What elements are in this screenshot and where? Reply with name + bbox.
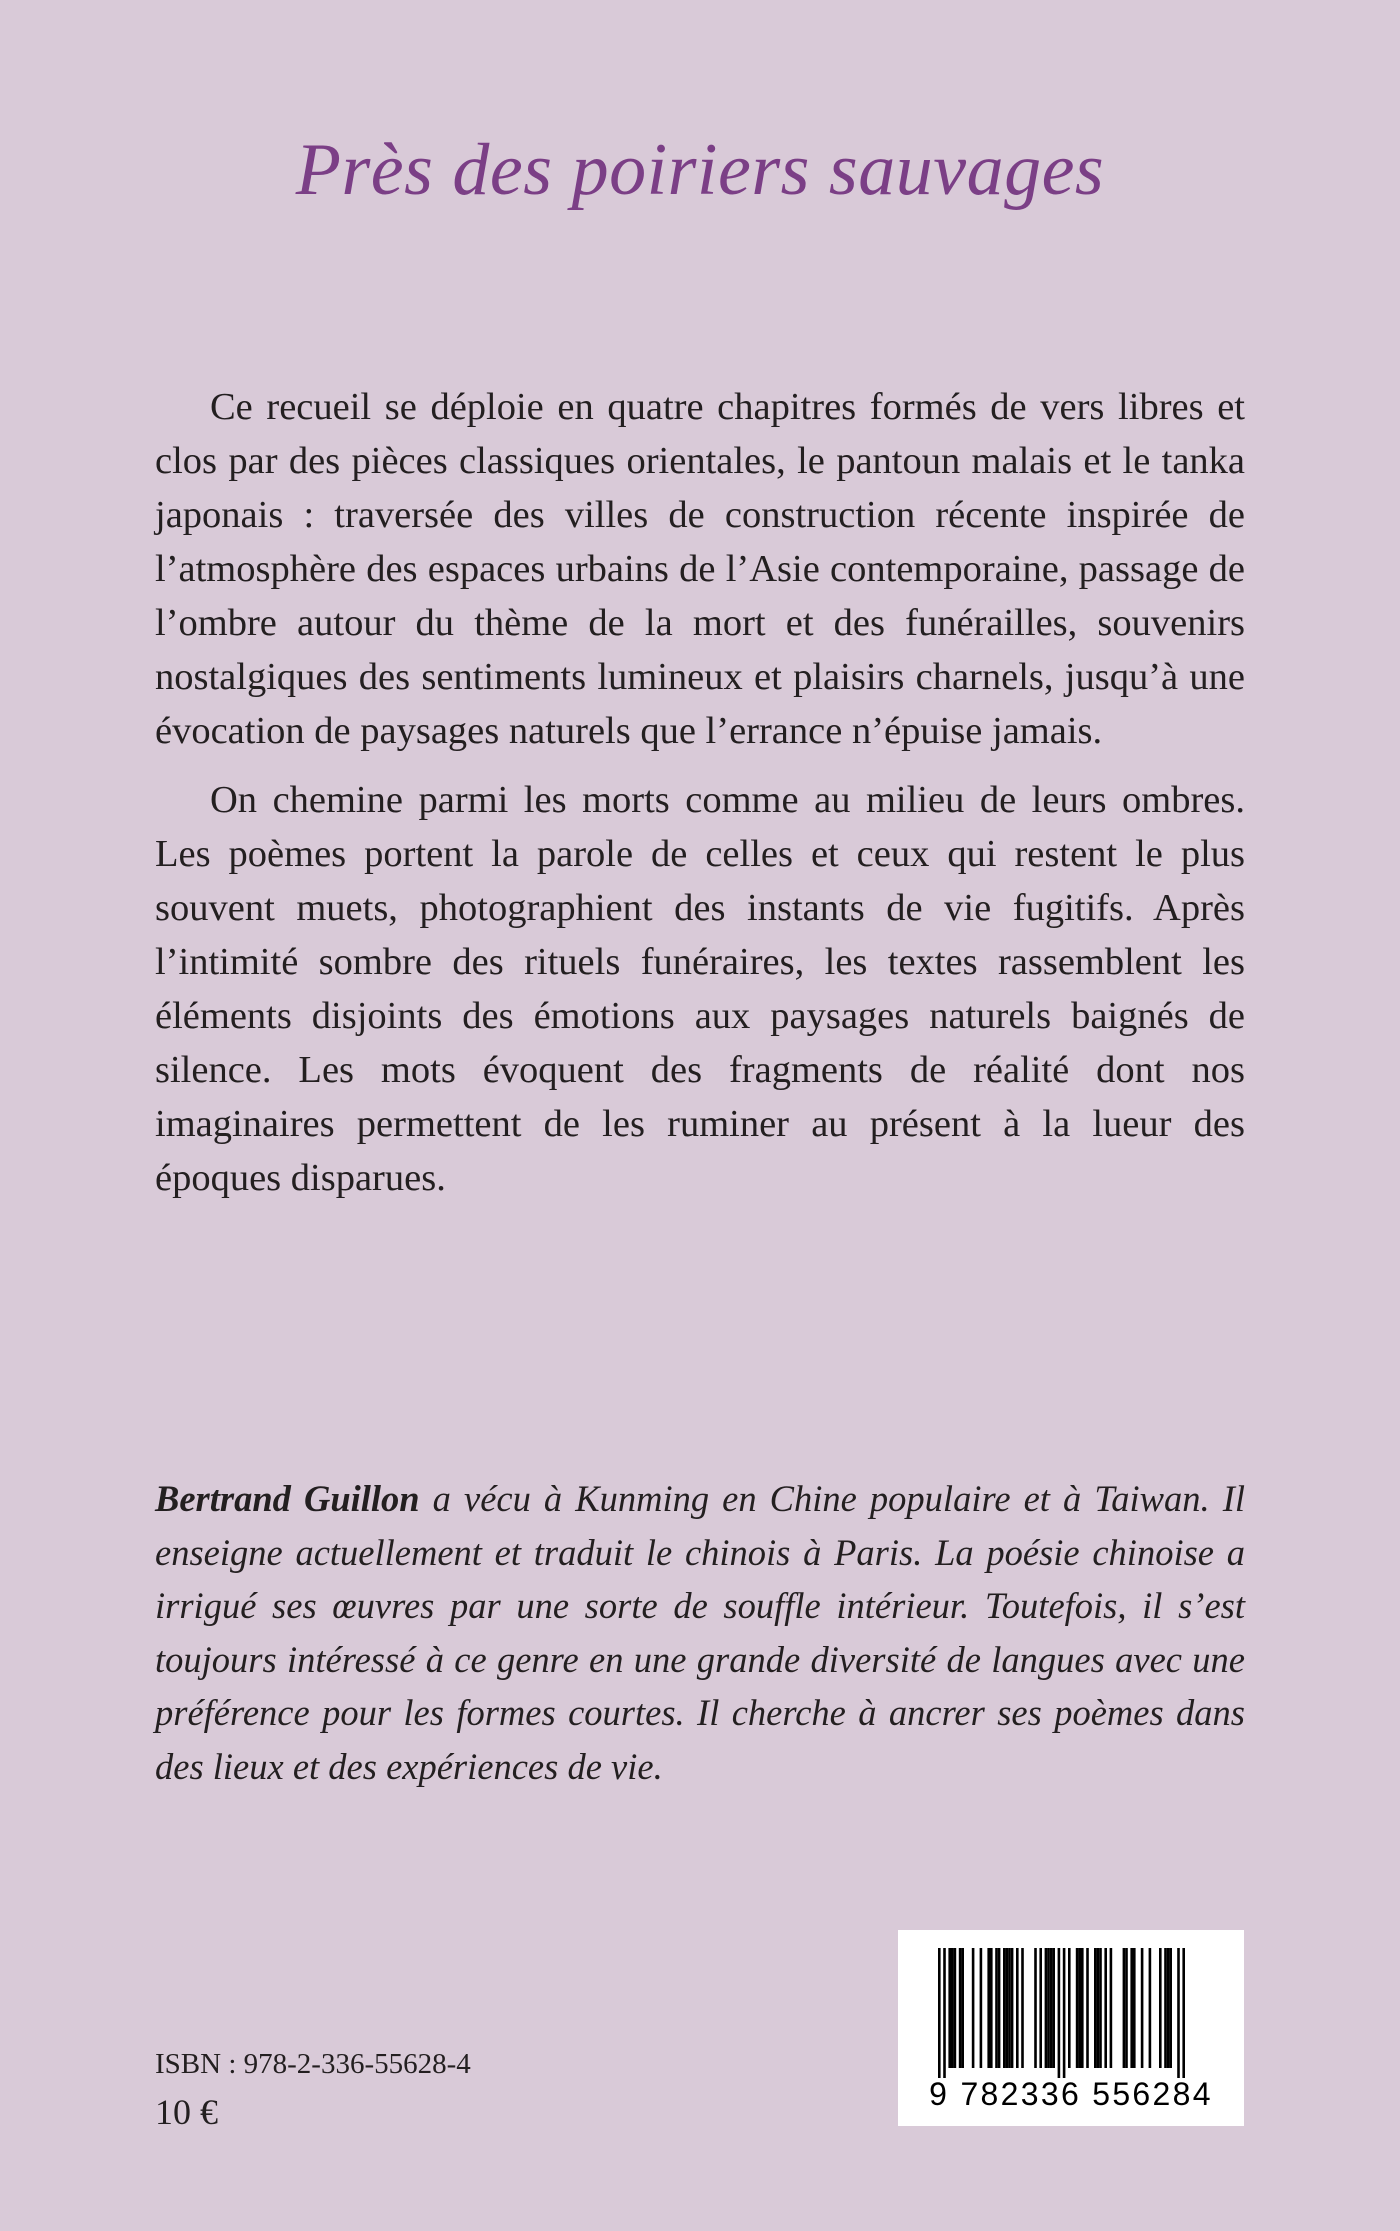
barcode-bar [1167,1948,1170,2068]
barcode-bar [1047,1948,1050,2068]
barcode-bar [948,1948,951,2068]
barcode-digits: 9 782336 556284 [929,2076,1213,2112]
barcode-bar [1097,1948,1100,2068]
barcode-bar [1110,1948,1113,2068]
barcode-bar [938,1948,941,2078]
barcode-bar [959,1948,962,2068]
barcode-bar [1021,1948,1024,2068]
barcode-bar [1099,1948,1102,2068]
barcode-bar [1003,1948,1006,2068]
barcode-bar [1130,1948,1133,2068]
barcode-bar [1177,1948,1180,2078]
barcode [898,1930,1244,2126]
barcode-bar [1052,1948,1055,2068]
barcode-bar [951,1948,954,2068]
barcode-bar [1094,1948,1097,2068]
barcode-bars [898,1930,1244,2080]
barcode-bar [1182,1948,1185,2078]
barcode-bar [1125,1948,1128,2068]
barcode-bar [1008,1948,1011,2068]
isbn-label: ISBN : 978-2-336-55628-4 [155,2048,471,2080]
barcode-bar [1063,1948,1066,2078]
barcode-bar [1058,1948,1061,2078]
barcode-bar [1076,1948,1079,2068]
barcode-bar [1039,1948,1042,2068]
barcode-bar [954,1948,957,2068]
barcode-bar [1081,1948,1084,2068]
barcode-bar [972,1948,975,2068]
book-title: Près des poiriers sauvages [295,129,1105,211]
author-bio [155,1472,1245,1793]
barcode-bar [1169,1948,1172,2068]
author-name: Bertrand Guillon [155,1478,420,1519]
back-cover-summary [155,380,1245,1220]
barcode-bar [980,1948,983,2068]
barcode-bar [998,1948,1001,2068]
barcode-bar [1034,1948,1037,2068]
barcode-bar [961,1948,964,2068]
barcode-bar [1016,1948,1019,2068]
barcode-bar [1141,1948,1144,2068]
barcode-bar [1068,1948,1071,2068]
barcode-bar [1045,1948,1048,2068]
barcode-bar [943,1948,946,2078]
barcode-bar [1133,1948,1136,2068]
author-bio-text: a vécu à Kunming en Chine populaire et à Taiwan. Il enseigne actuellement et traduit le chinois à Paris. La poésie chinoise a irrigué ses œuvres par une sorte de souffle intérieur. Toutefois, il s’est toujours intéressé à ce genre en une grande diversité de langues avec une préférence pour les formes courtes. Il cherche à ancrer ses poèmes dans des lieux et des expériences de vie. [155,1478,1245,1787]
barcode-bar [1123,1948,1126,2068]
price-label: 10 € [155,2092,218,2132]
barcode-bar [1011,1948,1014,2068]
barcode-bar [1149,1948,1152,2068]
barcode-bar [1006,1948,1009,2068]
barcode-bar [1104,1948,1107,2068]
barcode-bar [1086,1948,1089,2068]
barcode-bar [990,1948,993,2068]
barcode-bar [995,1948,998,2068]
barcode-bar [1164,1948,1167,2068]
barcode-bar [1078,1948,1081,2068]
summary-paragraph-1: Ce recueil se déploie en quatre chapitres formés de vers libres et clos par des pièces classiques orientales, le pantoun malais et le tanka japonais : traversée des villes de construction récente inspirée de l’atmosphère des espaces urbains de l’Asie contemporaine, passage de l’ombre autour du thème de la mort et des funérailles, souvenirs nostalgiques des sentiments lumineux et plaisirs charnels, jusqu’à une évocation de paysages naturels que l’errance n’épuise jamais. [155,386,1245,752]
barcode-bar [987,1948,990,2068]
barcode-bar [1159,1948,1162,2068]
summary-paragraph-2: On chemine parmi les morts comme au milieu de leurs ombres. Les poèmes portent la parole de celles et ceux qui restent le plus souvent muets, photographient des instants de vie fugitifs. Après l’intimité sombre des rituels funéraires, les textes rassemblent les éléments disjoints des émotions aux paysages naturels baignés de silence. Les mots évoquent des fragments de réalité dont nos imaginaires permettent de les ruminer au présent à la lueur des époques disparues. [155,779,1245,1199]
barcode-bar [1050,1948,1053,2068]
